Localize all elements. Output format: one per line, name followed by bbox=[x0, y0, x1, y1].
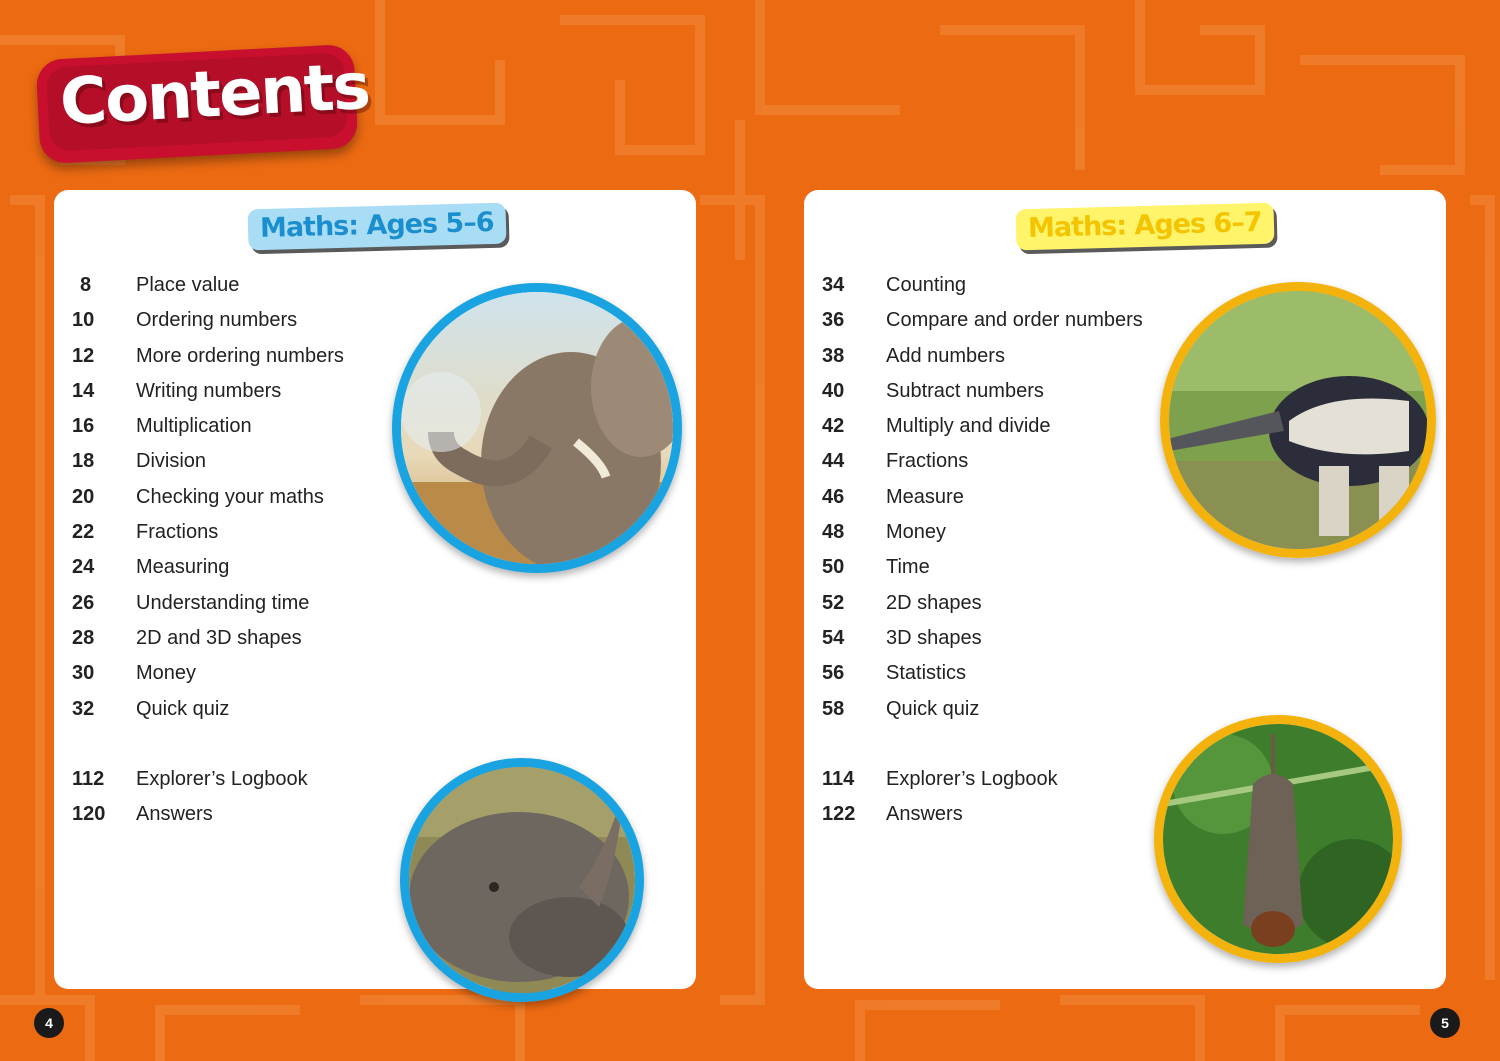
toc-page-number: 46 bbox=[822, 485, 845, 508]
toc-page-number: 122 bbox=[822, 803, 856, 826]
toc-page-number: 20 bbox=[72, 485, 95, 508]
page-number-left: 4 bbox=[34, 1008, 64, 1038]
toc-entry bbox=[804, 521, 1164, 556]
rhino-image bbox=[409, 767, 635, 993]
toc-topic-label: Measuring bbox=[136, 556, 230, 579]
toc-spacer bbox=[804, 733, 1164, 768]
toc-topic-label: Multiplication bbox=[136, 415, 252, 438]
toc-entry bbox=[54, 556, 414, 591]
toc-entry bbox=[804, 309, 1164, 344]
toc-topic-label: Fractions bbox=[136, 521, 219, 544]
toc-entry bbox=[54, 274, 414, 309]
toc-topic-label: Explorer’s Logbook bbox=[136, 768, 308, 791]
anteater-photo bbox=[1160, 282, 1436, 558]
toc-topic-label: 2D shapes bbox=[886, 591, 982, 614]
right-toc-list bbox=[804, 274, 1164, 839]
anteater-image bbox=[1169, 291, 1427, 549]
toc-topic-label: 3D shapes bbox=[886, 626, 982, 649]
toc-page-number: 28 bbox=[72, 626, 95, 649]
toc-page-number: 58 bbox=[822, 697, 845, 720]
toc-page-number: 114 bbox=[822, 768, 855, 791]
toc-page-number: 14 bbox=[72, 379, 95, 402]
toc-page-number: 22 bbox=[72, 521, 95, 544]
toc-entry bbox=[54, 627, 414, 662]
toc-entry bbox=[804, 627, 1164, 662]
toc-topic-label: Measure bbox=[886, 485, 964, 508]
toc-page-number: 112 bbox=[72, 768, 105, 791]
toc-page-number: 26 bbox=[72, 591, 95, 614]
toc-entry bbox=[54, 521, 414, 556]
toc-entry bbox=[804, 768, 1164, 803]
toc-topic-label: Explorer’s Logbook bbox=[886, 768, 1058, 791]
toc-entry bbox=[54, 803, 414, 838]
toc-entry bbox=[54, 415, 414, 450]
toc-entry bbox=[804, 486, 1164, 521]
toc-topic-label: Quick quiz bbox=[886, 697, 980, 720]
toc-entry bbox=[804, 556, 1164, 591]
rhino-photo bbox=[400, 758, 644, 1002]
elephant-photo bbox=[392, 283, 682, 573]
toc-topic-label: Statistics bbox=[886, 662, 967, 685]
toc-entry bbox=[54, 698, 414, 733]
toc-page-number: 120 bbox=[72, 803, 106, 826]
toc-entry bbox=[54, 309, 414, 344]
left-panel bbox=[45, 190, 696, 1031]
right-panel bbox=[804, 190, 1449, 1031]
toc-entry bbox=[54, 592, 414, 627]
toc-topic-label: Time bbox=[886, 556, 930, 579]
toc-topic-label: Answers bbox=[136, 803, 213, 826]
toc-page-number: 16 bbox=[72, 415, 95, 438]
toc-topic-label: 2D and 3D shapes bbox=[136, 626, 302, 649]
section-title-text: Maths: Ages 6–7 bbox=[1027, 206, 1262, 245]
toc-entry bbox=[804, 592, 1164, 627]
toc-topic-label: Add numbers bbox=[886, 344, 1005, 367]
toc-page-number: 52 bbox=[822, 591, 845, 614]
toc-page-number: 30 bbox=[72, 662, 95, 685]
page-title: Contents bbox=[58, 49, 371, 141]
toc-page-number: 50 bbox=[822, 556, 845, 579]
toc-topic-label: Subtract numbers bbox=[886, 379, 1044, 402]
section-title-ages-5-6 bbox=[248, 203, 507, 251]
toc-page-number: 54 bbox=[822, 626, 845, 649]
toc-spacer bbox=[54, 733, 414, 768]
toc-topic-label: Understanding time bbox=[136, 591, 310, 614]
bat-image bbox=[1163, 724, 1393, 954]
toc-topic-label: Fractions bbox=[886, 450, 969, 473]
toc-entry bbox=[54, 662, 414, 697]
toc-page-number: 10 bbox=[72, 309, 95, 332]
toc-entry bbox=[804, 662, 1164, 697]
toc-topic-label: Multiply and divide bbox=[886, 415, 1051, 438]
toc-entry bbox=[804, 274, 1164, 309]
toc-page-number: 44 bbox=[822, 450, 845, 473]
toc-topic-label: Money bbox=[136, 662, 197, 685]
left-toc-list bbox=[54, 274, 414, 839]
toc-page-number: 18 bbox=[72, 450, 95, 473]
toc-page-number: 36 bbox=[822, 309, 845, 332]
toc-entry bbox=[54, 486, 414, 521]
toc-topic-label: Counting bbox=[886, 274, 967, 296]
toc-page-number: 32 bbox=[72, 697, 95, 720]
toc-page-number: 34 bbox=[822, 274, 845, 296]
toc-page-number: 40 bbox=[822, 379, 845, 402]
toc-topic-label: Compare and order numbers bbox=[886, 309, 1143, 332]
toc-page-number: 56 bbox=[822, 662, 845, 685]
toc-entry bbox=[804, 803, 1164, 838]
section-title-text: Maths: Ages 5–6 bbox=[259, 206, 494, 245]
toc-topic-label: Money bbox=[886, 521, 947, 544]
toc-entry bbox=[54, 345, 414, 380]
toc-topic-label: Writing numbers bbox=[136, 379, 282, 402]
toc-page-number: 12 bbox=[72, 344, 95, 367]
elephant-image bbox=[401, 292, 673, 564]
toc-entry bbox=[54, 450, 414, 485]
toc-topic-label: Division bbox=[136, 450, 207, 473]
toc-topic-label: Answers bbox=[886, 803, 963, 826]
toc-topic-label: Place value bbox=[136, 274, 240, 296]
toc-topic-label: Quick quiz bbox=[136, 697, 230, 720]
toc-page-number: 38 bbox=[822, 344, 845, 367]
toc-entry bbox=[804, 450, 1164, 485]
toc-page-number: 42 bbox=[822, 415, 845, 438]
toc-entry bbox=[804, 380, 1164, 415]
page-number-right: 5 bbox=[1430, 1008, 1460, 1038]
toc-entry bbox=[804, 415, 1164, 450]
toc-entry bbox=[804, 345, 1164, 380]
section-title-ages-6-7 bbox=[1016, 203, 1275, 251]
toc-page-number: 48 bbox=[822, 521, 845, 544]
toc-entry bbox=[54, 768, 414, 803]
toc-page-number: 24 bbox=[72, 556, 95, 579]
toc-topic-label: Ordering numbers bbox=[136, 309, 298, 332]
toc-topic-label: More ordering numbers bbox=[136, 344, 344, 367]
toc-page-number: 8 bbox=[80, 274, 92, 296]
toc-entry bbox=[54, 380, 414, 415]
toc-entry bbox=[804, 698, 1164, 733]
bat-photo bbox=[1154, 715, 1402, 963]
toc-topic-label: Checking your maths bbox=[136, 485, 324, 508]
